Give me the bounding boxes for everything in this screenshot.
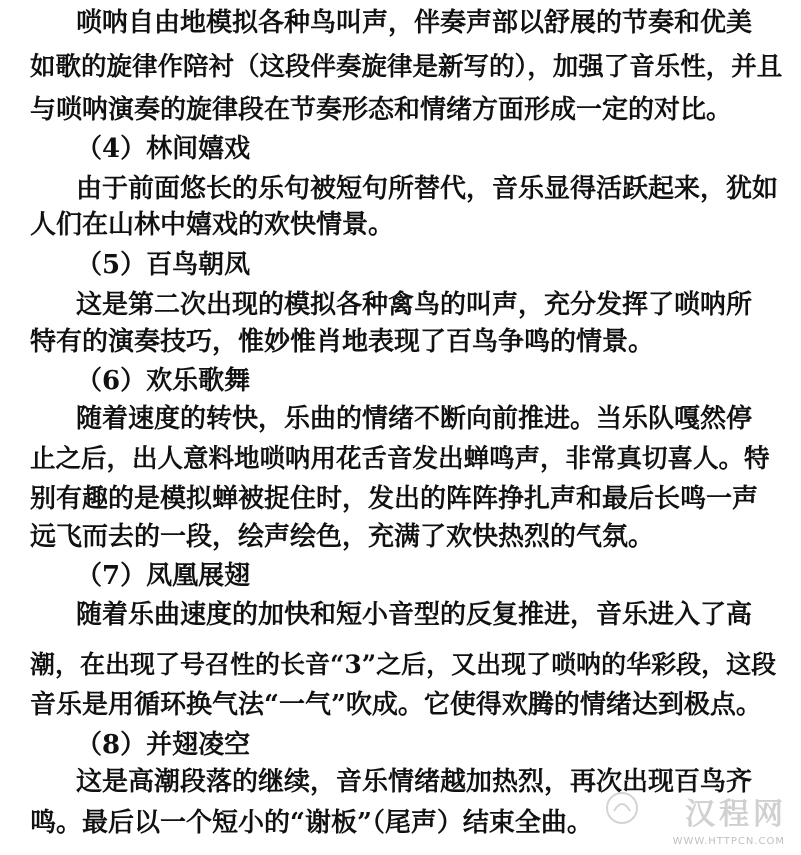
watermark-logo-text: 汉程网 — [685, 797, 787, 832]
body-line: 止之后，出人意料地唢呐用花舌音发出蝉鸣声，非常真切喜人。特 — [30, 444, 770, 474]
body-line: 如歌的旋律作陪衬（这段伴奏旋律是新写的），加强了音乐性，并且 — [30, 52, 783, 82]
body-line: 鸣。最后以一个短小的“谢板”（尾声）结束全曲。 — [30, 808, 593, 838]
body-line: 远飞而去的一段，绘声绘色，充满了欢快热烈的气氛。 — [30, 522, 655, 552]
body-line: 与唢呐演奏的旋律段在节奏形态和情绪方面形成一定的对比。 — [30, 95, 733, 125]
section-heading-6: （6）欢乐歌舞 — [76, 366, 251, 396]
body-line: 这是第二次出现的模拟各种禽鸟的叫声，充分发挥了唢呐所 — [76, 290, 753, 320]
body-line: 潮，在出现了号召性的长音“3”之后，又出现了唢呐的华彩段，这段 — [30, 650, 777, 679]
body-line: 人们在山林中嬉戏的欢快情景。 — [30, 210, 395, 240]
site-watermark — [597, 789, 787, 849]
body-line: 特有的演奏技巧，惟妙惟肖地表现了百鸟争鸣的情景。 — [30, 327, 655, 357]
body-line: 唢呐自由地模拟各种鸟叫声，伴奏声部以舒展的节奏和优美 — [76, 8, 753, 38]
body-line: 随着速度的转快，乐曲的情绪不断向前推进。当乐队嘎然停 — [76, 404, 753, 434]
body-line: 随着乐曲速度的加快和短小音型的反复推进，音乐进入了高 — [76, 600, 753, 630]
body-line: 别有趣的是模拟蝉被捉住时，发出的阵阵挣扎声和最后长鸣一声 — [30, 484, 759, 514]
body-line: 由于前面悠长的乐句被短句所替代，音乐显得活跃起来，犹如 — [76, 174, 779, 204]
watermark-logo-icon — [605, 791, 639, 825]
watermark-url: WWW.HTTPCN.COM — [672, 836, 785, 847]
body-line: 音乐是用循环换气法“一气”吹成。它使得欢腾的情绪达到极点。 — [30, 690, 762, 720]
section-heading-5: （5）百鸟朝凤 — [76, 250, 251, 280]
section-heading-8: （8）并翅凌空 — [76, 730, 251, 760]
body-line: 这是高潮段落的继续，音乐情绪越加热烈，再次出现百鸟齐 — [76, 767, 753, 797]
section-heading-4: （4）林间嬉戏 — [76, 134, 251, 164]
section-heading-7: （7）凤凰展翅 — [76, 561, 251, 591]
